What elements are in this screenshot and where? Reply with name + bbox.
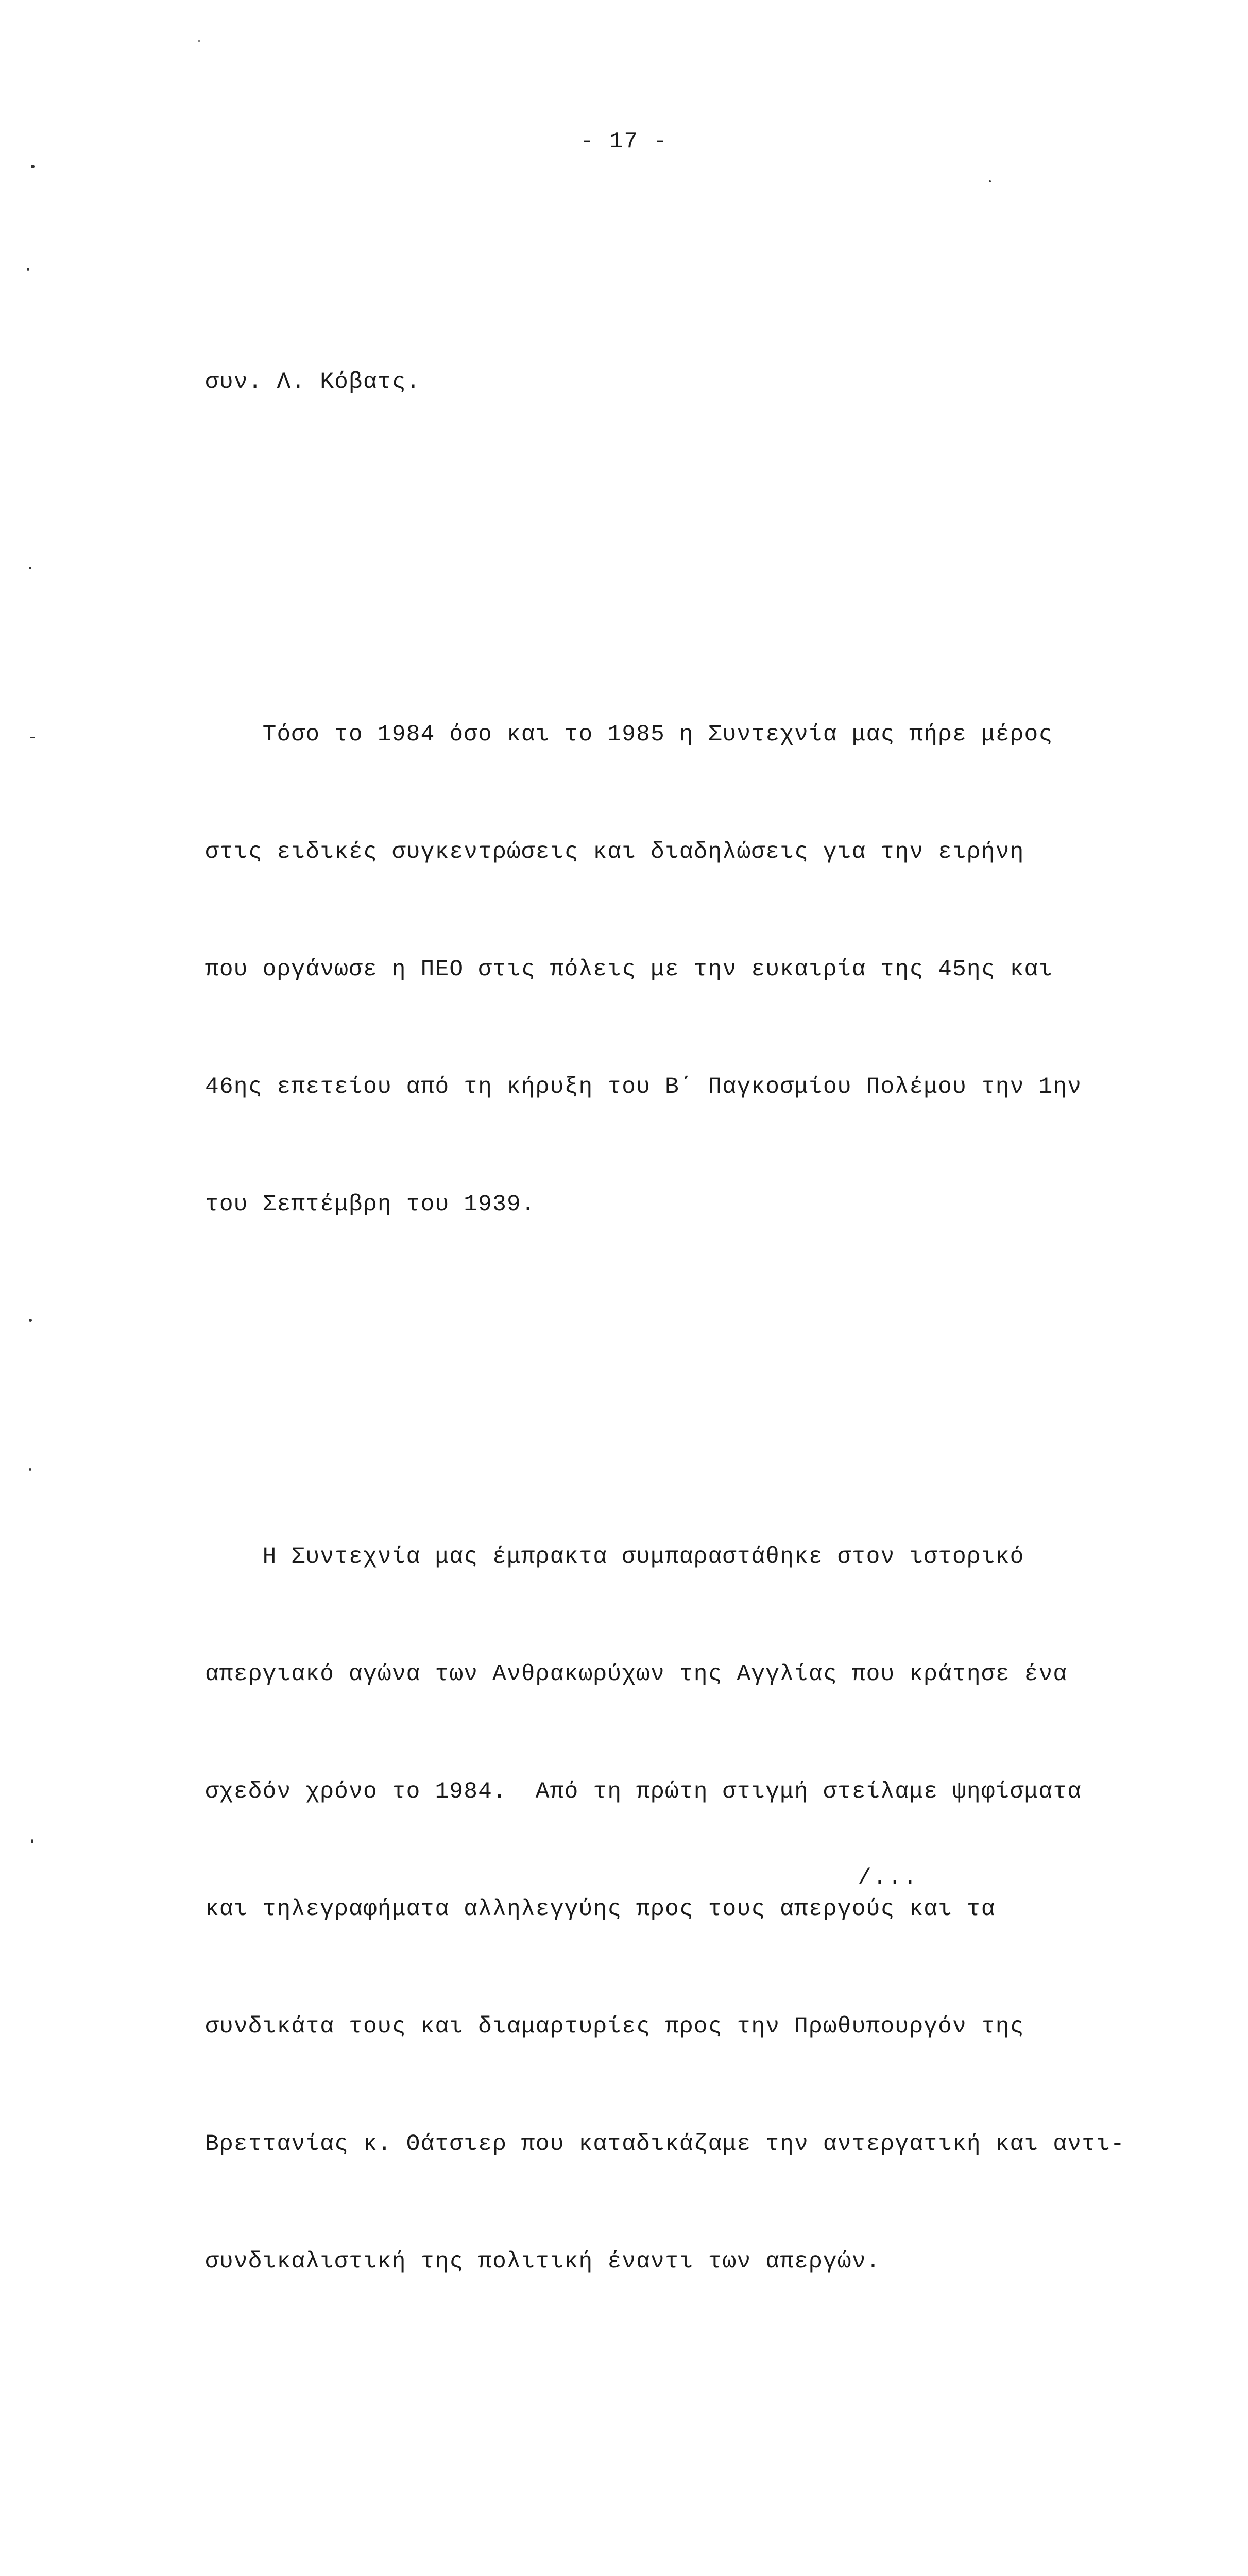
text-line: του Σεπτέμβρη του 1939.: [205, 1192, 536, 1217]
scan-speck: [27, 268, 29, 271]
text-line: στις ειδικές συγκεντρώσεις και διαδηλώσεις για την ειρήνη: [205, 839, 1024, 865]
text-line: σχεδόν χρόνο το 1984. Από τη πρώτη στιγμή στείλαμε ψηφίσματα: [205, 1779, 1082, 1805]
text-line: συνδικαλιστική της πολιτική έναντι των απεργών.: [205, 2249, 881, 2275]
paragraph: [205, 284, 1199, 480]
text-line: που οργάνωσε η ΠΕΟ στις πόλεις με την ευκαιρία της 45ης και: [205, 957, 1053, 982]
text-line: Τόσο το 1984 όσο και το 1985 η Συντεχνία μας πήρε μέρος: [205, 722, 1053, 748]
text-line: 46ης επετείου από τη κήρυξη του Β΄ Παγκοσμίου Πολέμου την 1ην: [205, 1074, 1082, 1100]
text-line: απεργιακό αγώνα των Ανθρακωρύχων της Αγγλίας που κράτησε ένα: [205, 1662, 1068, 1687]
scan-speck: [989, 180, 991, 182]
document-body: [205, 206, 1199, 2576]
scan-speck: [198, 40, 200, 42]
paragraph: [205, 1459, 1199, 2360]
text-line: συνδικάτα τους και διαμαρτυρίες προς την Πρωθυπουργόν της: [205, 2014, 1024, 2040]
continuation-mark: /...: [858, 1865, 918, 1891]
page-number: - 17 -: [580, 129, 668, 155]
scan-speck: [29, 567, 31, 569]
text-line: και τηλεγραφήματα αλληλεγγύης προς τους απεργούς και τα: [205, 1896, 996, 1922]
scan-speck: [30, 737, 35, 738]
scan-speck: [29, 1468, 31, 1471]
paragraph: [205, 637, 1199, 1302]
scan-speck: [29, 1319, 32, 1322]
text-line: Η Συντεχνία μας έμπρακτα συμπαραστάθηκε στον ιστορικό: [205, 1544, 1024, 1570]
scan-speck: [31, 1839, 33, 1843]
text-line: Βρεττανίας κ. Θάτσιερ που καταδικάζαμε την αντεργατική και αντι-: [205, 2131, 1125, 2157]
paragraph: [205, 2516, 1199, 2576]
text-line: συν. Λ. Κόβατς.: [205, 369, 421, 395]
scan-speck: [31, 165, 35, 168]
